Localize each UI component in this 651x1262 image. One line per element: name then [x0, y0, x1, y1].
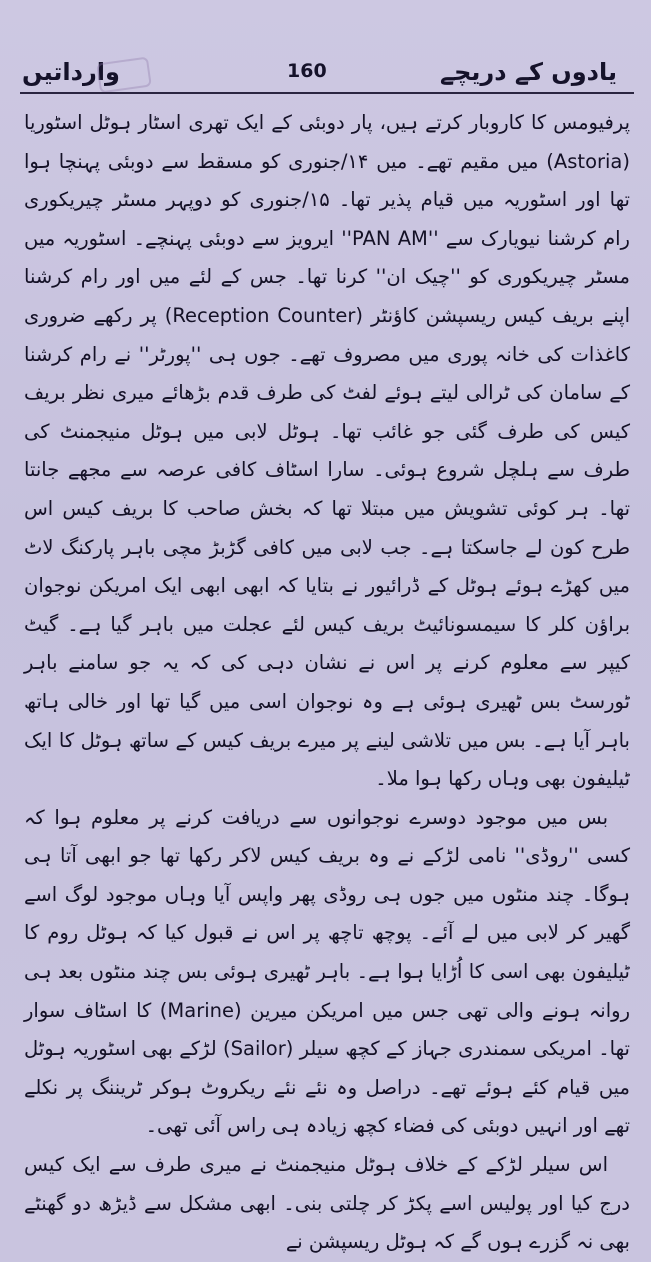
paragraph-2: بس میں موجود دوسرے نوجوانوں سے دریافت کرنے پر معلوم ہوا کہ کسی ''روڈی'' نامی لڑکے نے وہ بریف کیس لاکر رکھا تھا جو ابھی آتا ہی ہوگا۔ چند منٹوں میں جوں ہی روڈی پھر واپس آیا وہاں موجود لوگ اسے گھیر کر لابی میں لے آئے۔ پوچھ تاچھ پر اس نے قبول کیا کہ ہوٹل روم کا ٹیلیفون بھی اسی کا اُڑایا ہوا ہے۔ باہر ٹھیری ہوئی بس چند منٹوں بعد ہی روانہ ہونے والی تھی جس میں امریکن میرین (Marine) کا اسٹاف سوار تھا۔ امریکی سمندری جہاز کے کچھ سیلر (Sailor) لڑکے بھی اسٹوریہ ہوٹل میں قیام کئے ہوئے تھے۔ دراصل وہ نئے نئے ریکروٹ ہوکر ٹریننگ پر نکلے تھے اور انہیں دوبئی کی فضاء کچھ زیادہ ہی راس آئی تھی۔	[24, 805, 630, 1138]
body-text	[24, 104, 630, 1262]
header-rule	[20, 92, 634, 94]
book-title: یادوں کے دریچے	[440, 58, 617, 86]
paragraph-3: اس سیلر لڑکے کے خلاف ہوٹل منیجمنٹ نے میری طرف سے ایک کیس درج کیا اور پولیس اسے پکڑ کر چلتی بنی۔ ابھی مشکل سے ڈیڑھ دو گھنٹے بھی نہ گزرے ہوں گے کہ ہوٹل ریسپشن نے	[24, 1153, 630, 1254]
page-number: 160	[287, 60, 327, 82]
paragraph-1: پرفیومس کا کاروبار کرتے ہیں، پار دوبئی کے ایک تھری اسٹار ہوٹل اسٹوریا (Astoria) میں مقیم تھے۔ میں ۱۴/جنوری کو مسقط سے دوبئی پہنچا ہوا تھا اور اسٹوریہ میں قیام پذیر تھا۔ ۱۵/جنوری کو دوپہر مسٹر چیریکوری رام کرشنا نیویارک سے ''PAN AM'' ایرویز سے دوبئی پہنچے۔ اسٹوریہ میں مسٹر چیریکوری کو ''چیک ان'' کرنا تھا۔ جس کے لئے میں اور رام کرشنا اپنے بریف کیس ریسپشن کاؤنٹر (Reception Counter) پر رکھے ضروری کاغذات کی خانہ پوری میں مصروف تھے۔ جوں ہی ''پورٹر'' نے رام کرشنا کے سامان کی ٹرالی لیتے ہوئے لفٹ کی طرف قدم بڑھائے میری نظر بریف کیس کی طرف گئی جو غائب تھا۔ ہوٹل لابی میں ہوٹل منیجمنٹ کی طرف سے ہلچل شروع ہوئی۔ سارا اسٹاف کافی عرصہ سے مجھے جانتا تھا۔ ہر کوئی تشویش میں مبتلا تھا کہ بخش صاحب کا بریف کیس اس طرح کون لے جاسکتا ہے۔ جب لابی میں کافی گڑبڑ مچی باہر پارکنگ لاٹ میں کھڑے ہوئے ہوٹل کے ڈرائیور نے بتایا کہ ابھی ابھی ایک امریکن نوجوان براؤن کلر کا سیمسونائیٹ بریف کیس لئے عجلت میں باہر گیا ہے۔ گیٹ کیپر سے معلوم کرنے پر اس نے نشان دہی کی کہ یہ جو سامنے باہر ٹورسٹ بس ٹھیری ہوئی ہے وہ نوجوان اسی میں گیا تھا اور خالی ہاتھ باہر آیا ہے۔ بس میں تلاشی لینے پر میرے بریف کیس کے ساتھ ہوٹل کا ایک ٹیلیفون بھی وہاں رکھا ہوا ملا۔	[24, 111, 630, 791]
section-title: وارداتیں	[22, 58, 120, 86]
